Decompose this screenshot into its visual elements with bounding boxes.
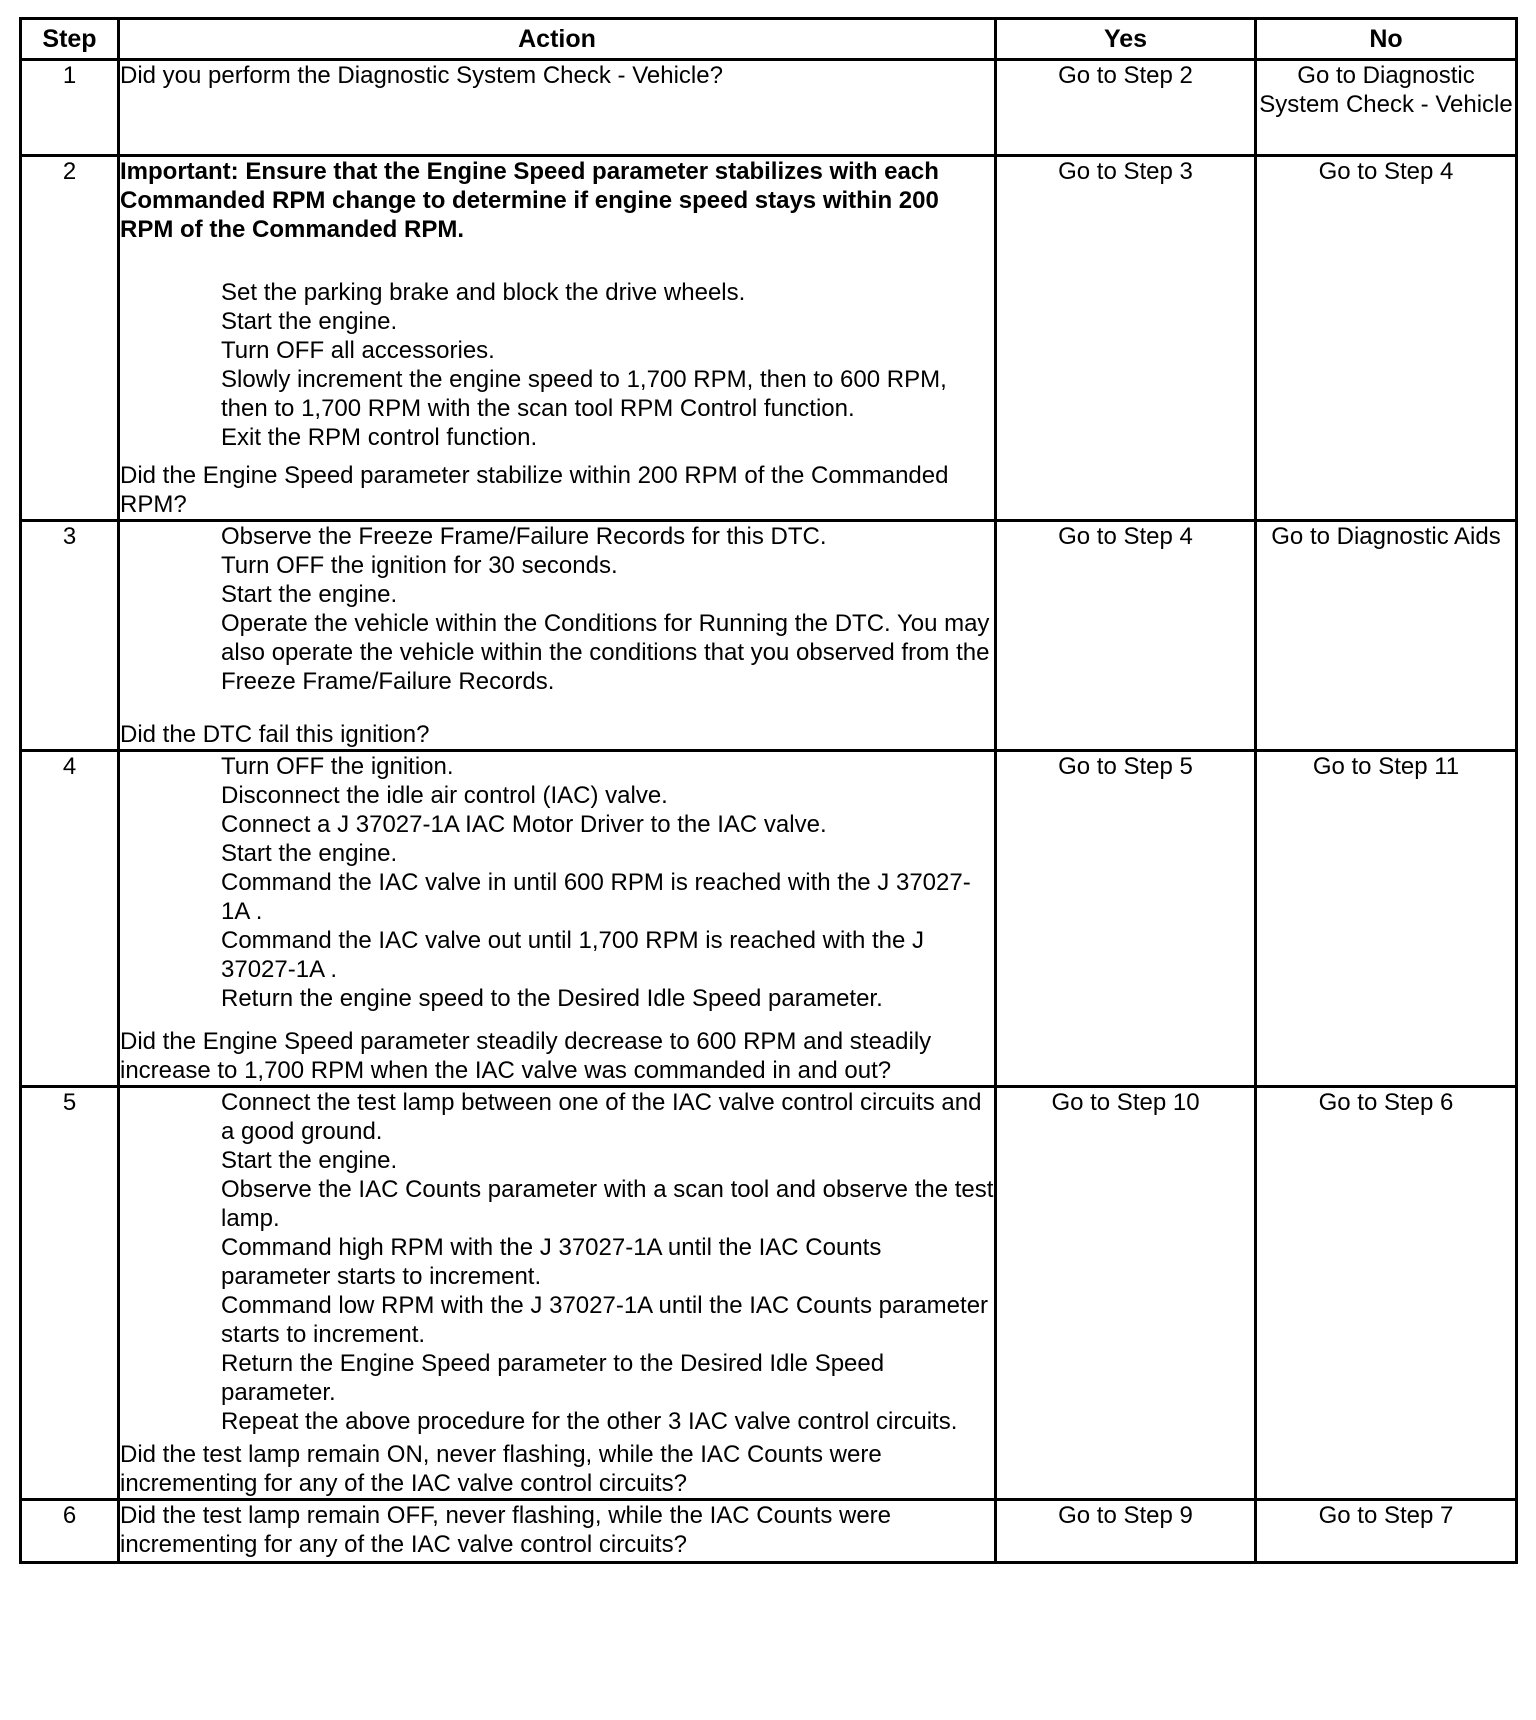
no-result: Go to Step 11 — [1256, 751, 1517, 1087]
question-text: Did the test lamp remain OFF, never flashing, while the IAC Counts were incrementing for any of the IAC valve control circuits? — [120, 1502, 891, 1558]
instruction-item: Start the engine. — [221, 840, 398, 867]
instruction-item: Start the engine. — [221, 308, 398, 335]
instruction-item: Connect the test lamp between one of the IAC valve control circuits and a good ground. — [221, 1089, 982, 1145]
no-result: Go to Step 6 — [1256, 1087, 1517, 1500]
table-row — [21, 521, 1517, 751]
instruction-item: Connect a J 37027-1A IAC Motor Driver to the IAC valve. — [221, 811, 827, 838]
instruction-item: Command the IAC valve out until 1,700 RPM is reached with the J 37027-1A . — [221, 927, 925, 983]
action-instructions — [120, 752, 994, 1013]
action-cell — [119, 751, 996, 1087]
step-number: 3 — [21, 521, 119, 751]
yes-result: Go to Step 5 — [996, 751, 1256, 1087]
instruction-item: Operate the vehicle within the Conditions for Running the DTC. You may also operate the vehicle within the conditions that you observed from the Freeze Frame/Failure Records. — [221, 610, 990, 695]
step-number: 2 — [21, 156, 119, 521]
instruction-item: Exit the RPM control function. — [221, 424, 538, 451]
instruction-list — [120, 752, 994, 1013]
table-row — [21, 156, 1517, 521]
instruction-item: Observe the IAC Counts parameter with a scan tool and observe the test lamp. — [221, 1176, 994, 1232]
question-text: Did the Engine Speed parameter steadily decrease to 600 RPM and steadily increase to 1,700 RPM when the IAC valve was commanded in and out? — [120, 1028, 932, 1084]
instruction-list — [120, 522, 994, 696]
action-content — [120, 1501, 994, 1561]
instruction-item: Return the Engine Speed parameter to the Desired Idle Speed parameter. — [221, 1350, 885, 1406]
instruction-item: Command high RPM with the J 37027-1A until the IAC Counts parameter starts to increment. — [221, 1234, 882, 1290]
important-note: Important: Ensure that the Engine Speed parameter stabilizes with each Commanded RPM change to determine if engine speed stays within 200 RPM of the Commanded RPM. — [120, 158, 939, 243]
question-text: Did the Engine Speed parameter stabilize within 200 RPM of the Commanded RPM? — [120, 462, 949, 518]
instruction-item: Observe the Freeze Frame/Failure Records for this DTC. — [221, 523, 827, 550]
action-content — [120, 522, 994, 749]
no-result: Go to Step 7 — [1256, 1500, 1517, 1563]
table-row — [21, 1500, 1517, 1563]
yes-result: Go to Step 2 — [996, 60, 1256, 156]
yes-result: Go to Step 9 — [996, 1500, 1256, 1563]
action-content — [120, 61, 994, 154]
instruction-item: Start the engine. — [221, 581, 398, 608]
instruction-item: Command low RPM with the J 37027-1A until the IAC Counts parameter starts to increment. — [221, 1292, 989, 1348]
action-cell — [119, 1500, 996, 1563]
action-content — [120, 157, 994, 519]
instruction-item: Set the parking brake and block the drive wheels. — [221, 279, 746, 306]
instruction-item: Command the IAC valve in until 600 RPM is reached with the J 37027-1A . — [221, 869, 971, 925]
step-number: 4 — [21, 751, 119, 1087]
instruction-item: Turn OFF the ignition for 30 seconds. — [221, 552, 618, 579]
action-content — [120, 1088, 994, 1498]
header-action: Action — [119, 19, 996, 60]
yes-result: Go to Step 3 — [996, 156, 1256, 521]
question-text: Did the DTC fail this ignition? — [120, 721, 430, 748]
question-text: Did the test lamp remain ON, never flashing, while the IAC Counts were incrementing for any of the IAC valve control circuits? — [120, 1441, 882, 1497]
diagnostic-table-container — [19, 17, 1515, 1564]
step-number: 1 — [21, 60, 119, 156]
header-yes: Yes — [996, 19, 1256, 60]
header-no: No — [1256, 19, 1517, 60]
table-row — [21, 60, 1517, 156]
header-row — [21, 19, 1517, 60]
table-row — [21, 1087, 1517, 1500]
instruction-item: Repeat the above procedure for the other 3 IAC valve control circuits. — [221, 1408, 958, 1435]
header-step: Step — [21, 19, 119, 60]
action-cell — [119, 60, 996, 156]
no-result: Go to Diagnostic System Check - Vehicle — [1256, 60, 1517, 156]
action-instructions — [120, 157, 994, 452]
instruction-item: Return the engine speed to the Desired Idle Speed parameter. — [221, 985, 883, 1012]
instruction-item: Start the engine. — [221, 1147, 398, 1174]
yes-result: Go to Step 10 — [996, 1087, 1256, 1500]
instruction-item: Slowly increment the engine speed to 1,700 RPM, then to 600 RPM, then to 1,700 RPM with the scan tool RPM Control function. — [221, 366, 947, 422]
question-text: Did you perform the Diagnostic System Check - Vehicle? — [120, 62, 723, 89]
diagnostic-table — [19, 17, 1518, 1564]
action-cell — [119, 521, 996, 751]
no-result: Go to Diagnostic Aids — [1256, 521, 1517, 751]
action-instructions — [120, 1088, 994, 1436]
action-instructions — [120, 522, 994, 696]
instruction-item: Turn OFF all accessories. — [221, 337, 495, 364]
step-number: 6 — [21, 1500, 119, 1563]
instruction-item: Disconnect the idle air control (IAC) valve. — [221, 782, 668, 809]
instruction-list — [120, 1088, 994, 1436]
step-number: 5 — [21, 1087, 119, 1500]
instruction-list — [120, 278, 994, 452]
action-cell — [119, 1087, 996, 1500]
table-row — [21, 751, 1517, 1087]
yes-result: Go to Step 4 — [996, 521, 1256, 751]
action-content — [120, 752, 994, 1085]
action-cell — [119, 156, 996, 521]
no-result: Go to Step 4 — [1256, 156, 1517, 521]
instruction-item: Turn OFF the ignition. — [221, 753, 454, 780]
